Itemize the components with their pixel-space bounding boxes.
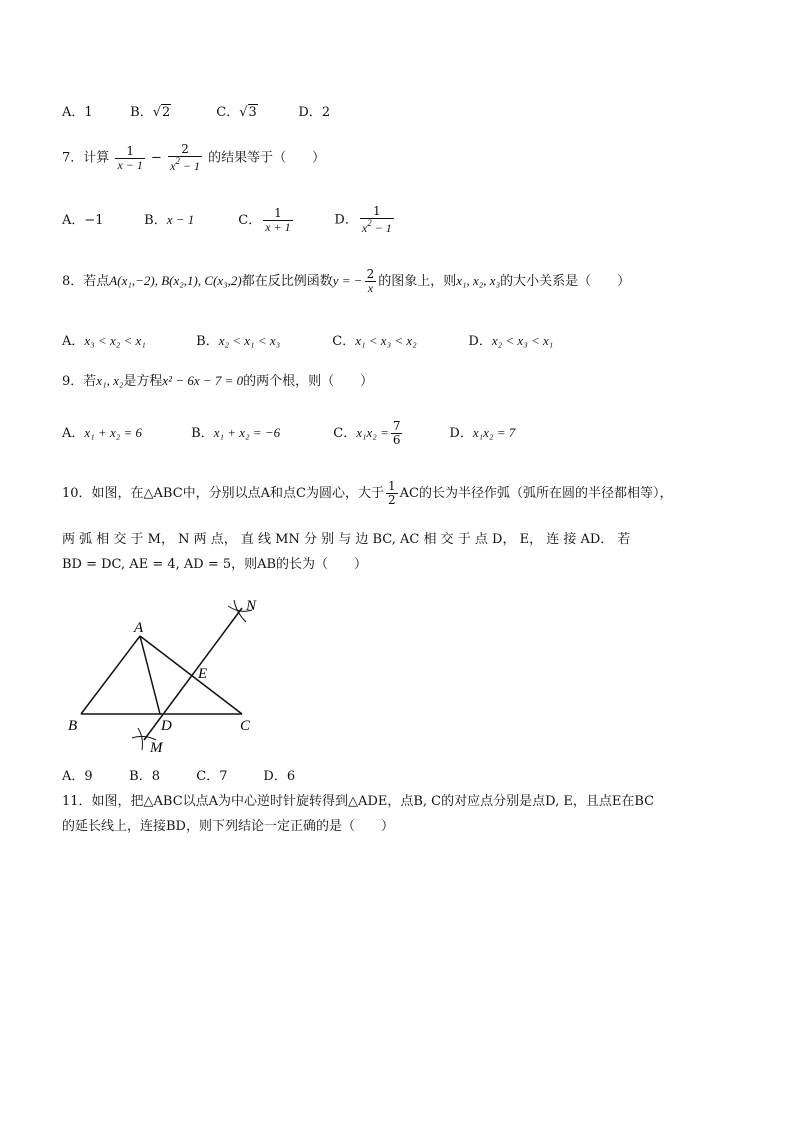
question-number: 10． [62, 486, 92, 502]
den-base: x [170, 159, 176, 174]
q8-option-b [196, 330, 328, 349]
numerator: 7 [392, 419, 401, 433]
numerator: 1 [388, 479, 396, 493]
q9-option-c [333, 420, 445, 447]
denominator [360, 219, 394, 235]
q11-line-1 [62, 790, 654, 809]
q6-option-b [130, 101, 212, 120]
option-value: 3 [248, 105, 257, 120]
arc-mark-m-2 [138, 728, 143, 750]
option-label: D． [263, 769, 287, 784]
q10-options [62, 765, 295, 784]
question-number: 7． [62, 150, 84, 166]
label-b: B [68, 718, 78, 734]
variables: x₁, x₂, x₃ [456, 273, 501, 289]
q8-stem [62, 268, 630, 295]
denominator: x + 1 [265, 219, 291, 234]
function-lhs: y = − [332, 273, 363, 289]
stem-text: AC的长为半径作弧（弧所在圆的半径都相等）， [399, 486, 673, 502]
numerator: 2 [366, 267, 375, 281]
option-value: 2 [321, 105, 331, 120]
option-label: B． [130, 105, 153, 120]
q9-option-a [62, 422, 187, 441]
stem-text: 的大小关系是（ ） [500, 274, 631, 290]
q9-options [62, 420, 515, 447]
option-label: C． [216, 105, 240, 120]
q10-line-1 [62, 480, 673, 507]
option-value: x − 1 [166, 211, 195, 227]
denominator: x − 1 [117, 157, 143, 172]
option-value: 6 [286, 769, 296, 784]
denominator: x [367, 281, 374, 296]
option-fraction [391, 420, 403, 447]
q10-option-a [62, 765, 125, 784]
stem-text: 计算 [83, 150, 110, 166]
fraction-1 [115, 145, 144, 172]
stem-text: 的图象上，则 [378, 274, 457, 290]
question-number: 8． [62, 274, 84, 290]
option-value: 1 [84, 105, 93, 120]
option-label: B． [196, 334, 219, 349]
label-m: M [150, 740, 163, 756]
option-label: D． [449, 426, 473, 442]
option-fraction [263, 207, 292, 234]
numerator: 1 [263, 207, 292, 221]
stem-text: 的结果等于（ ） [208, 150, 326, 166]
q10-line-2 [62, 528, 630, 547]
q9-option-d [449, 422, 515, 441]
option-label: A． [62, 426, 85, 442]
segment-ac [140, 636, 242, 714]
den-exponent: 2 [367, 218, 372, 229]
label-e: E [198, 666, 208, 682]
q8-option-a [62, 330, 192, 349]
q6-option-a [62, 101, 126, 120]
question-number: 9． [62, 374, 84, 389]
sqrt-expression: √2 [152, 105, 171, 120]
q11-line-2 [62, 815, 394, 834]
stem-text: 两 弧 相 交 于 M， N 两 点， 直 线 MN 分 别 与 边 BC, AC 相 交 于 点 D， E， 连 接 AD． 若 [62, 532, 631, 547]
option-value: x₂ < x₁ < x₃ [218, 333, 281, 348]
stem-text: 如图，把△ABC以点A为中心逆时针旋转得到△ADE，点B, C的对应点分别是点D, E，且点E在BC [91, 794, 655, 809]
q6-options [62, 101, 330, 120]
label-c: C [240, 718, 251, 734]
q6-option-d [298, 101, 330, 120]
stem-text: 是方程 [123, 374, 163, 389]
q6-option-c [216, 101, 294, 120]
numerator: 2 [168, 143, 202, 157]
option-label: C． [333, 426, 357, 442]
line-mn [144, 608, 242, 740]
option-label: A． [62, 334, 85, 349]
half-fraction [386, 480, 398, 507]
option-value: x₁x₂ = 7 [472, 425, 516, 441]
segment-ab [81, 636, 140, 714]
option-lhs: x₁x₂ = [356, 425, 389, 441]
den-rest: − 1 [371, 221, 392, 236]
option-fraction [360, 205, 394, 235]
label-n: N [246, 598, 257, 614]
option-label: A． [62, 212, 85, 228]
option-value: x₁ + x₂ = −6 [213, 425, 281, 441]
option-value: 7 [219, 769, 228, 784]
q10-line-3 [62, 553, 367, 572]
equation: x² − 6x − 7 = 0 [162, 373, 244, 388]
sqrt-expression: √3 [239, 105, 257, 120]
option-value: x₂ < x₃ < x₁ [491, 333, 554, 348]
option-label: B． [144, 212, 167, 228]
option-value: −1 [84, 212, 104, 228]
option-label: B． [191, 426, 214, 442]
option-value: 8 [151, 769, 160, 784]
numerator: 1 [360, 205, 394, 219]
function-fraction [365, 268, 377, 295]
option-label: B． [129, 769, 152, 784]
q7-option-c [238, 207, 330, 234]
label-d: D [161, 718, 172, 734]
q9-option-b [191, 422, 329, 441]
option-value: 2 [162, 105, 171, 120]
option-value: x₃ < x₂ < x₁ [84, 333, 146, 348]
stem-text: 的延长线上，连接BD，则下列结论一定正确的是（ ） [62, 819, 394, 834]
option-label: C． [238, 212, 262, 228]
q7-option-b [144, 209, 234, 228]
stem-text: BD = DC, AE = 4, AD = 5，则AB的长为（ ） [62, 557, 368, 572]
option-label: C． [332, 334, 356, 349]
segment-ad [140, 636, 160, 714]
den-rest: − 1 [179, 159, 200, 174]
option-value: x₁ + x₂ = 6 [84, 425, 143, 441]
stem-text: 若 [83, 374, 97, 389]
q10-figure [60, 588, 280, 758]
option-value: x₁ < x₃ < x₂ [355, 333, 417, 348]
option-label: D． [298, 105, 322, 120]
q7-option-d [334, 205, 395, 235]
den-base: x [361, 221, 368, 236]
numerator: 1 [115, 145, 144, 159]
option-value: 9 [84, 769, 93, 784]
q10-option-d [263, 765, 295, 784]
denominator: 6 [392, 433, 401, 448]
q8-option-c [332, 330, 464, 349]
q10-option-c [196, 765, 259, 784]
label-a: A [134, 620, 144, 636]
stem-text: 若点 [83, 274, 110, 290]
denominator [168, 157, 202, 173]
stem-text: 的两个根，则（ ） [243, 374, 374, 389]
q7-option-a [62, 209, 140, 228]
question-number: 11． [62, 794, 92, 809]
fraction-2 [168, 143, 202, 173]
option-label: D． [468, 334, 492, 349]
option-label: D． [334, 212, 358, 228]
stem-text: 如图，在△ABC中，分别以点A和点C为圆心，大于 [91, 486, 385, 502]
q7-options [62, 205, 396, 235]
option-label: A． [62, 105, 85, 120]
q10-option-b [129, 765, 192, 784]
variables: x₁, x₂ [96, 373, 124, 388]
q8-options [62, 330, 553, 349]
denominator: 2 [388, 493, 396, 508]
points-expression: A(x₁,−2), B(x₂,1), C(x₃,2) [109, 273, 242, 289]
q8-option-d [468, 330, 553, 349]
minus-sign: − [151, 150, 162, 166]
option-label: A． [62, 769, 85, 784]
option-label: C． [196, 769, 220, 784]
stem-text: 都在反比例函数 [241, 274, 333, 290]
den-exponent: 2 [175, 156, 180, 167]
q7-stem [62, 143, 325, 173]
q9-stem [62, 370, 373, 389]
